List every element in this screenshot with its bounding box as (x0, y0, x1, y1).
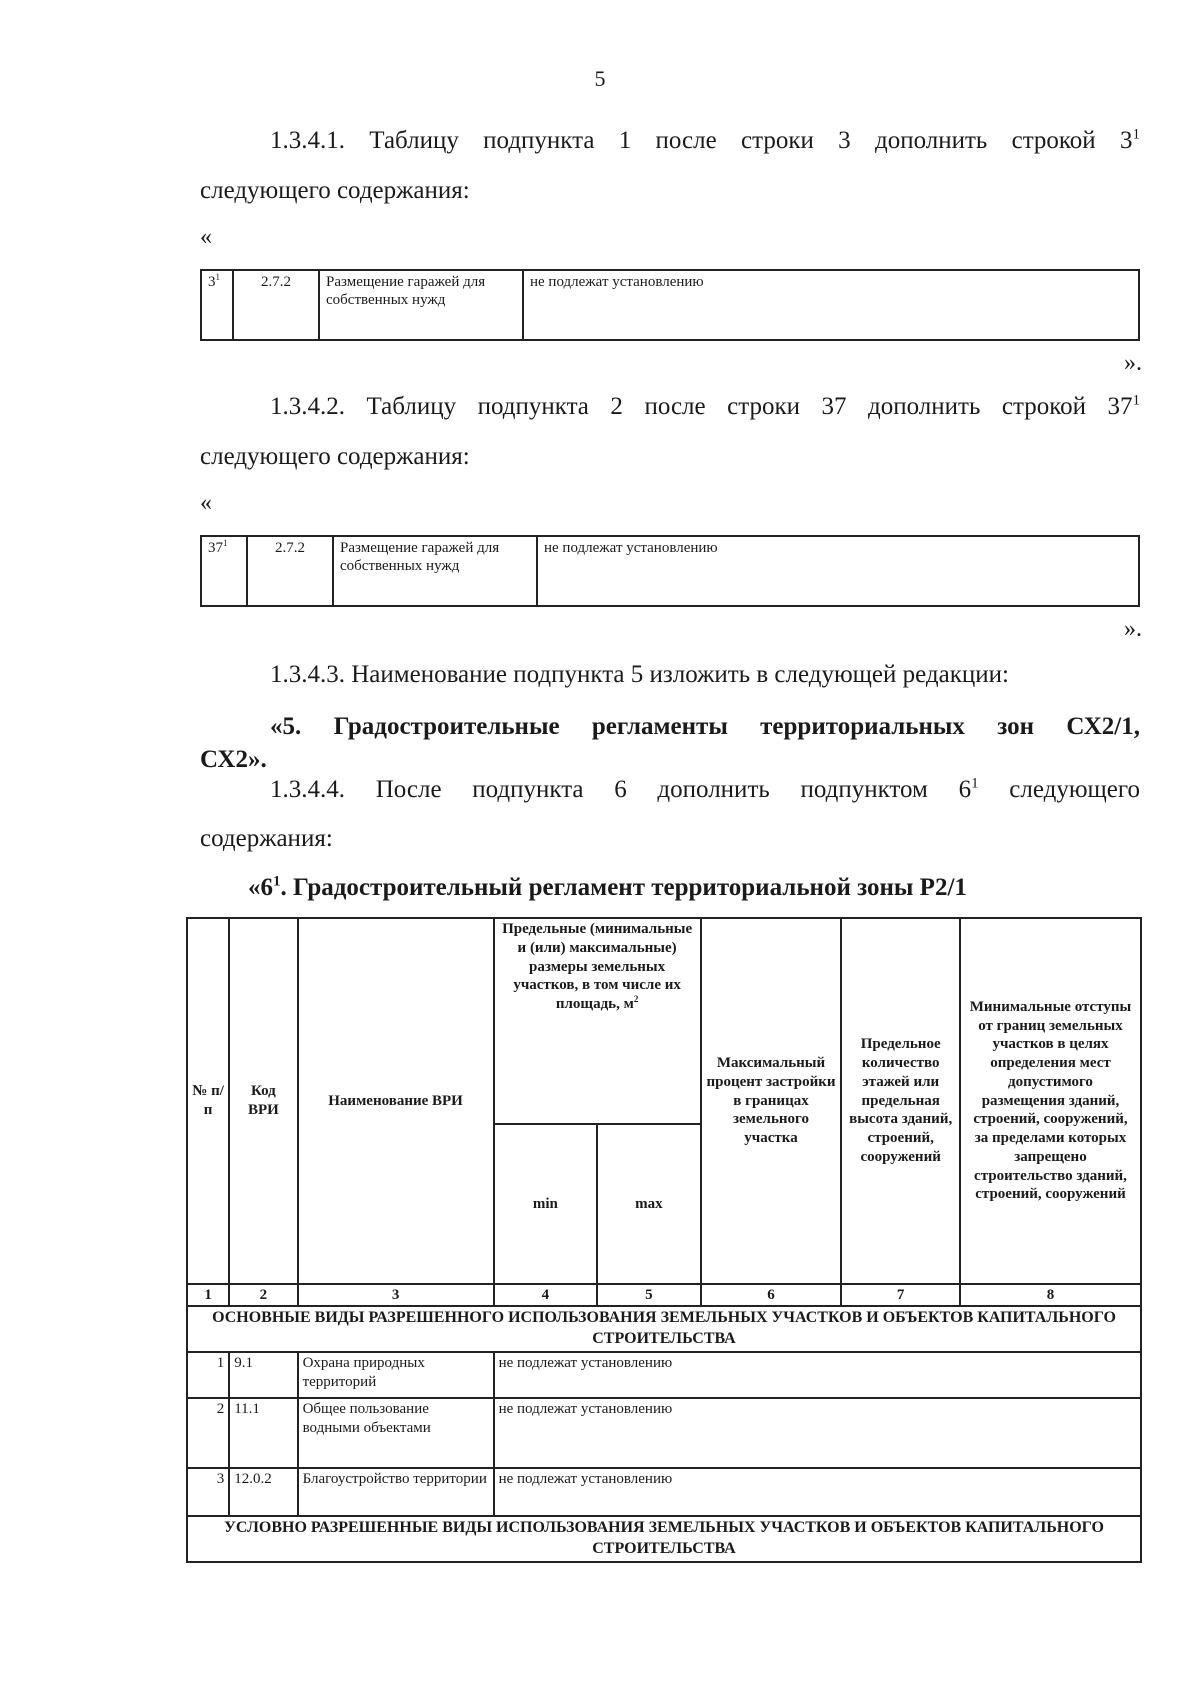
row-name: Охрана природных территорий (298, 1352, 494, 1398)
regulation-heading: «$6^1$. Градостроительный регламент территориальной зоны Р2/1 (248, 873, 967, 901)
header-code: Код ВРИ (229, 918, 297, 1284)
row-number: 1 (187, 1352, 229, 1398)
header-max: max (597, 1124, 701, 1284)
header-setbacks: Минимальные отступы от границ земельных участков в целях определения мест допустимого размещения зданий, строений, сооружений, за пределами которых запрещено строительство зданий, строений, сооружений (960, 918, 1141, 1284)
open-quote-1: « (200, 224, 212, 250)
paragraph-1-line-2: следующего содержания: (200, 177, 470, 204)
row-code: 2.7.2 (233, 270, 319, 340)
col-number: 2 (229, 1284, 297, 1306)
table-row (187, 1468, 1141, 1516)
column-numbers-row (187, 1284, 1141, 1306)
col-number: 4 (494, 1284, 598, 1306)
col-number: 7 (841, 1284, 960, 1306)
paragraph-5-line-1: 1.3.4.4. После подпункта 6 дополнить подпунктом $6^1$ следующего (270, 775, 1140, 803)
paragraph-1-line-1: 1.3.4.1. Таблицу подпункта 1 после строки 3 дополнить строкой $3^1$ (270, 126, 1140, 154)
section-main-uses: ОСНОВНЫЕ ВИДЫ РАЗРЕШЕННОГО ИСПОЛЬЗОВАНИЯ ЗЕМЕЛЬНЫХ УЧАСТКОВ И ОБЪЕКТОВ КАПИТАЛЬНОГО СТРОИТЕЛЬСТВА (187, 1306, 1141, 1352)
close-quote-2: ». (1124, 616, 1142, 642)
page-number: 5 (594, 66, 606, 91)
header-name: Наименование ВРИ (298, 918, 494, 1284)
row-number: $37^1$ (201, 536, 247, 606)
row-value: не подлежат установлению (523, 270, 1139, 340)
row-value: не подлежат установлению (537, 536, 1139, 606)
close-quote-1: ». (1124, 350, 1142, 376)
open-quote-2: « (200, 490, 212, 516)
paragraph-3: 1.3.4.3. Наименование подпункта 5 изложить в следующей редакции: (270, 661, 1009, 688)
header-num: № п/п (187, 918, 229, 1284)
row-number: 3 (187, 1468, 229, 1516)
row-name: Размещение гаражей для собственных нужд (319, 270, 523, 340)
row-code: 12.0.2 (229, 1468, 297, 1516)
col-number: 8 (960, 1284, 1141, 1306)
header-floors: Предельное количество этажей или предельная высота зданий, строений, сооружений (841, 918, 960, 1284)
row-name: Благоустройство территории (298, 1468, 494, 1516)
row-value: не подлежат установлению (494, 1352, 1141, 1398)
col-number: 1 (187, 1284, 229, 1306)
regulation-table (186, 917, 1142, 1563)
paragraph-4-line-1: «5. Градостроительные регламенты территориальных зон СХ2/1, (270, 713, 1140, 740)
col-number: 5 (597, 1284, 701, 1306)
col-number: 6 (701, 1284, 842, 1306)
section-conditional-uses: УСЛОВНО РАЗРЕШЕННЫЕ ВИДЫ ИСПОЛЬЗОВАНИЯ ЗЕМЕЛЬНЫХ УЧАСТКОВ И ОБЪЕКТОВ КАПИТАЛЬНОГО СТРОИТЕЛЬСТВА (187, 1516, 1141, 1562)
row-code: 2.7.2 (247, 536, 333, 606)
row-name: Общее пользование водными объектами (298, 1398, 494, 1468)
row-name: Размещение гаражей для собственных нужд (333, 536, 537, 606)
row-value: не подлежат установлению (494, 1398, 1141, 1468)
row-code: 9.1 (229, 1352, 297, 1398)
paragraph-2-line-2: следующего содержания: (200, 443, 470, 470)
header-sizes: Предельные (минимальные и (или) максимальные) размеры земельных участков, в том числе их площадь, $м^2$ (494, 918, 701, 1124)
paragraph-5-line-2: содержания: (200, 825, 333, 852)
row-number: $3^1$ (201, 270, 233, 340)
insert-table-2 (200, 535, 1140, 607)
paragraph-4-line-2: СХ2». (200, 746, 267, 773)
col-number: 3 (298, 1284, 494, 1306)
row-number: 2 (187, 1398, 229, 1468)
table-row (187, 1398, 1141, 1468)
header-min: min (494, 1124, 598, 1284)
paragraph-2-line-1: 1.3.4.2. Таблицу подпункта 2 после строки 37 дополнить строкой $37^1$ (270, 392, 1140, 420)
insert-table-1 (200, 269, 1140, 341)
table-row (187, 1352, 1141, 1398)
row-code: 11.1 (229, 1398, 297, 1468)
header-percent: Максимальный процент застройки в границах земельного участка (701, 918, 842, 1284)
row-value: не подлежат установлению (494, 1468, 1141, 1516)
